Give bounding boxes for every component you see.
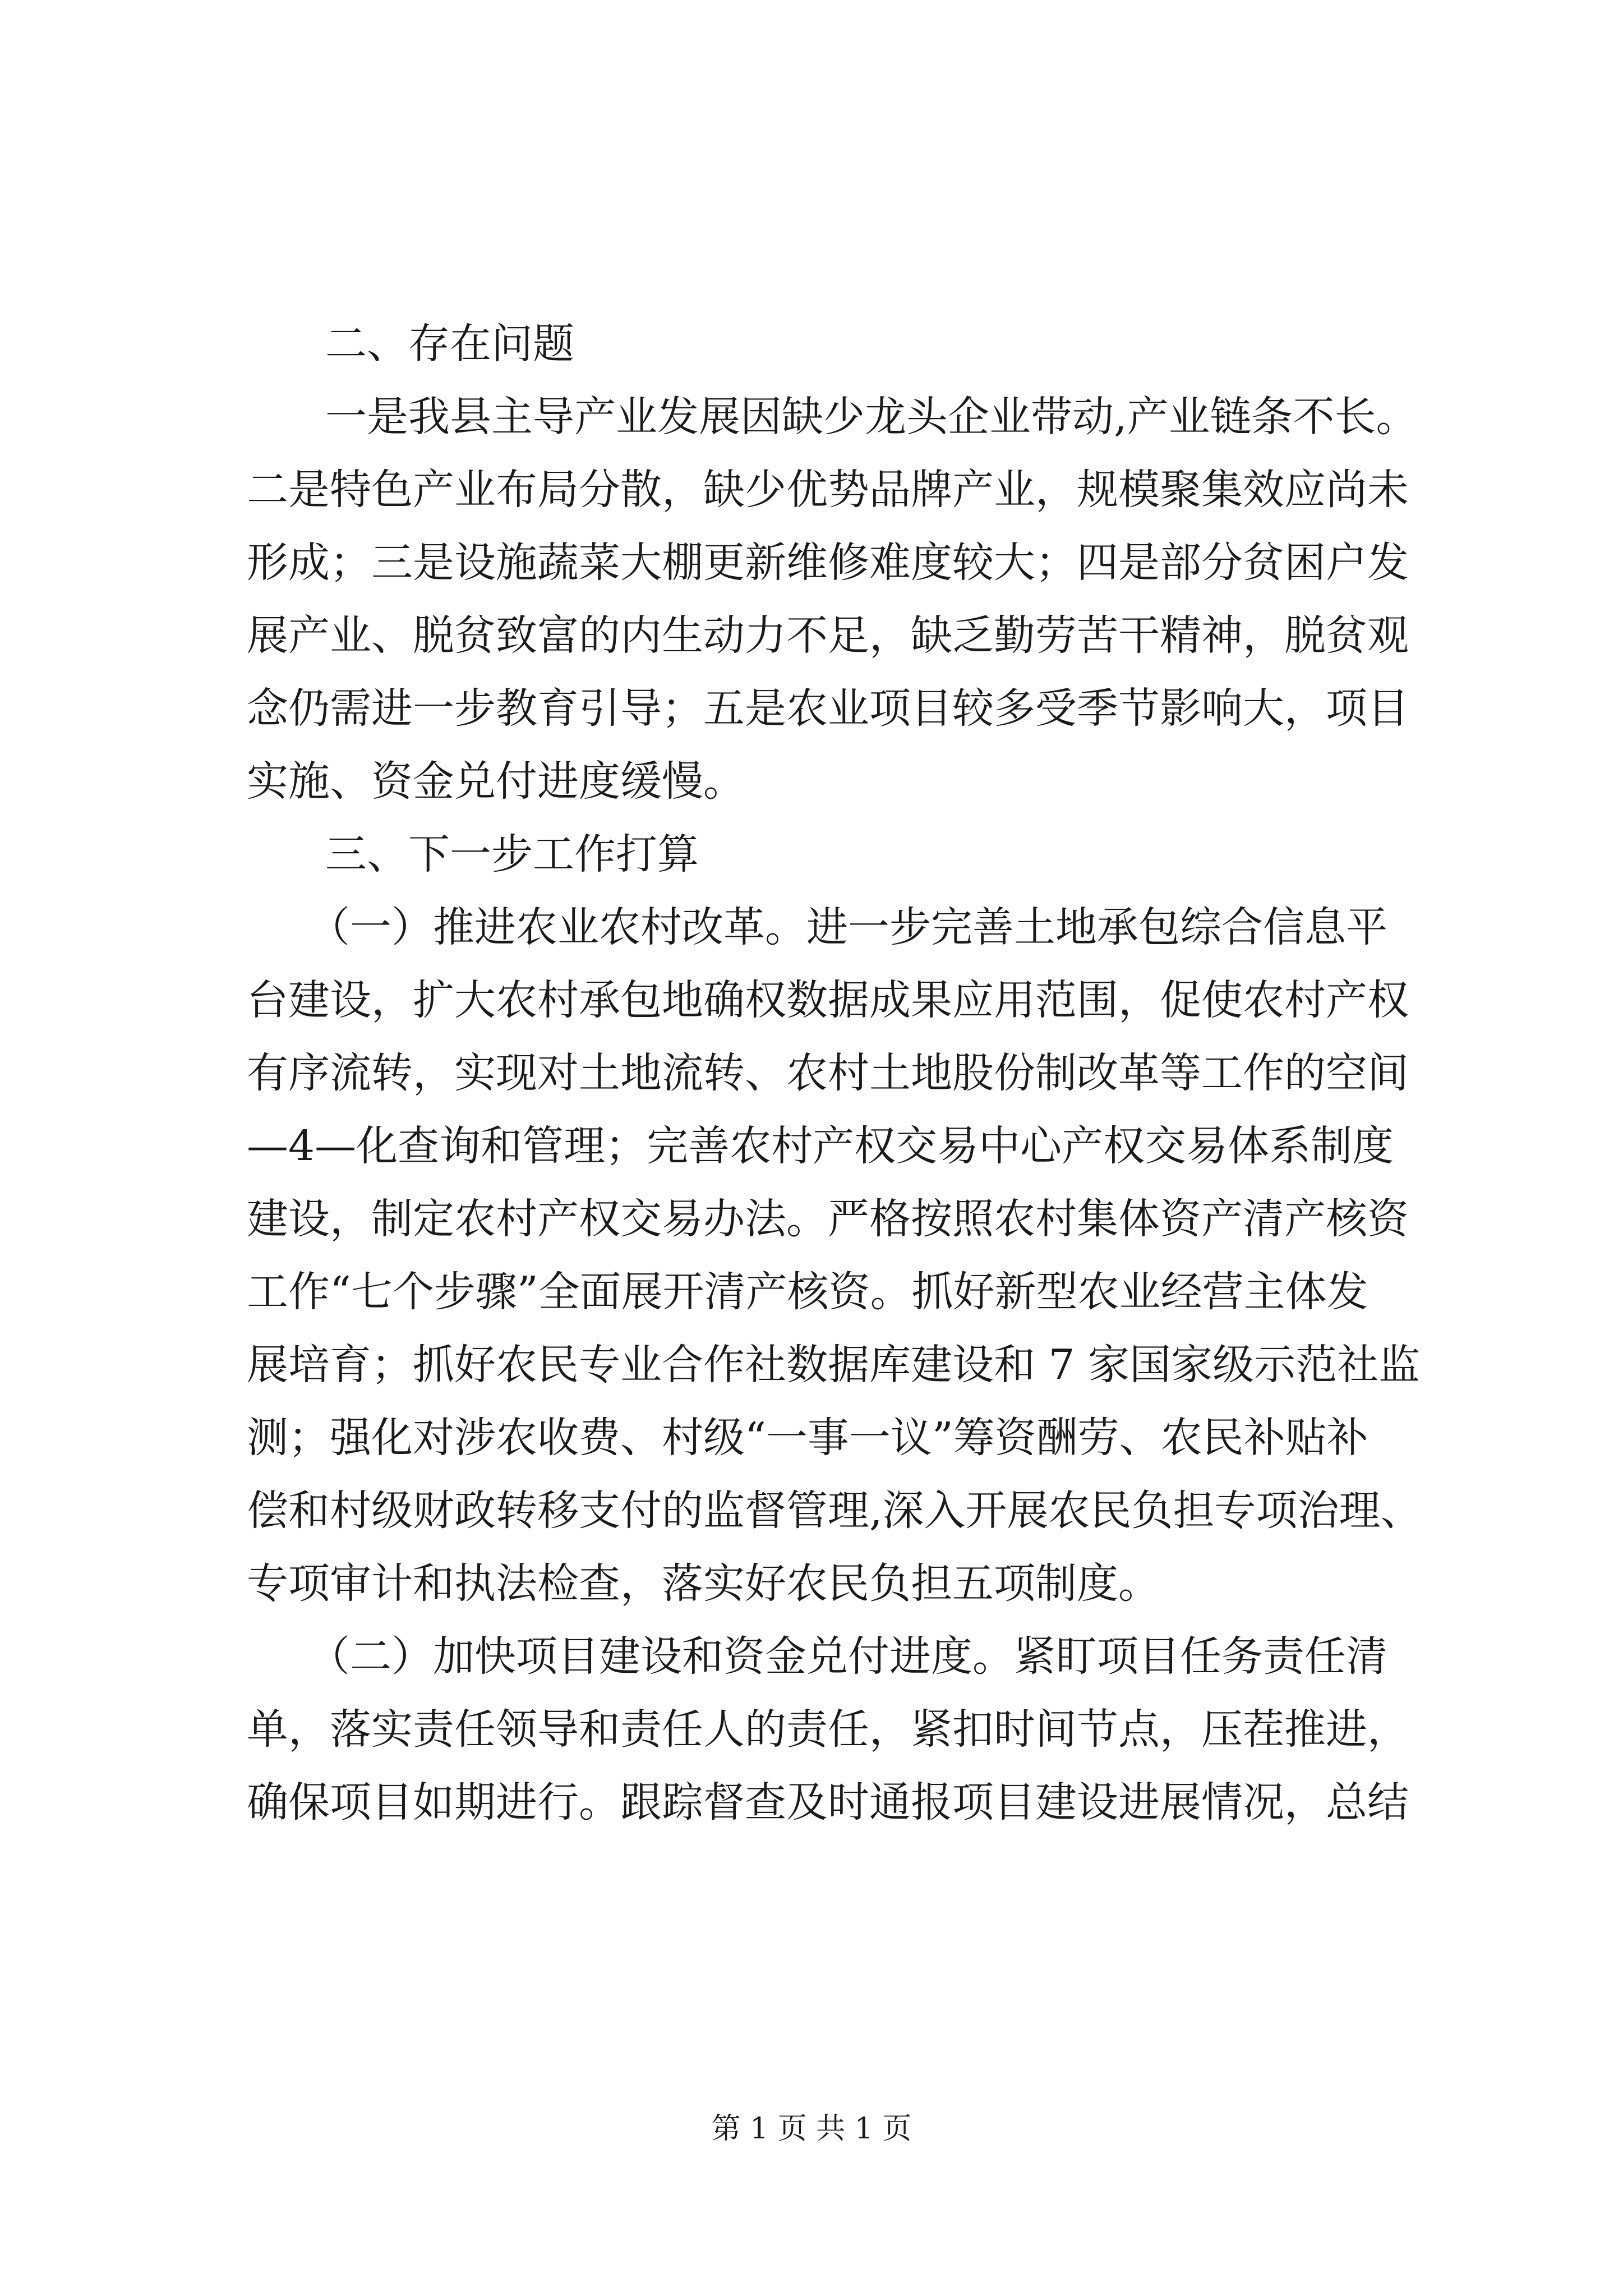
page-number-label: 第 1 页 共 1 页 [711,2112,912,2146]
paragraph-line: 实施、资金兑付进度缓慢。 [247,757,745,806]
paragraph-line: （二）加快项目建设和资金兑付进度。紧盯项目任务责任清 [308,1632,1387,1681]
paragraph-line: 建设，制定农村产权交易办法。严格按照农村集体资产清产核资 [247,1195,1409,1243]
paragraph-line: 念仍需进一步教育引导；五是农业项目较多受季节影响大，项目 [247,684,1409,733]
paragraph-line: 有序流转，实现对土地流转、农村土地股份制改革等工作的空间 [247,1049,1409,1097]
page-footer [0,2109,1623,2148]
paragraph-line: 单，落实责任领导和责任人的责任，紧扣时间节点，压茬推进， [247,1705,1409,1754]
paragraph-line: 展培育；抓好农民专业合作社数据库建设和 7 家国家级示范社监 [247,1341,1421,1389]
document-body [247,307,1458,1839]
paragraph-line: 形成；三是设施蔬菜大棚更新维修难度较大；四是部分贫困户发 [247,539,1409,587]
paragraph-line: 一是我县主导产业发展因缺少龙头企业带动,产业链条不长。 [325,393,1418,441]
paragraph-line: 确保项目如期进行。跟踪督查及时通报项目建设进展情况，总结 [247,1778,1409,1826]
paragraph-line: 台建设，扩大农村承包地确权数据成果应用范围，促使农村产权 [247,976,1409,1024]
paragraph-line: 专项审计和执法检查，落实好农民负担五项制度。 [247,1559,1160,1608]
paragraph-line: （一）推进农业农村改革。进一步完善土地承包综合信息平 [308,903,1387,951]
paragraph-line: 工作“七个步骤”全面展开清产核资。抓好新型农业经营主体发 [247,1268,1368,1316]
paragraph-line: 二是特色产业布局分散，缺少优势品牌产业，规模聚集效应尚未 [247,466,1409,514]
section-heading-next-steps: 三、下一步工作打算 [325,830,699,878]
paragraph-line: —4—化查询和管理；完善农村产权交易中心产权交易体系制度 [247,1122,1394,1170]
paragraph-line: 展产业、脱贫致富的内生动力不足，缺乏勤劳苦干精神，脱贫观 [247,611,1409,660]
paragraph-line: 偿和村级财政转移支付的监督管理,深入开展农民负担专项治理、 [247,1487,1422,1535]
section-heading-problems: 二、存在问题 [325,320,574,368]
paragraph-line: 测；强化对涉农收费、村级“一事一议”筹资酬劳、农民补贴补 [247,1414,1368,1462]
